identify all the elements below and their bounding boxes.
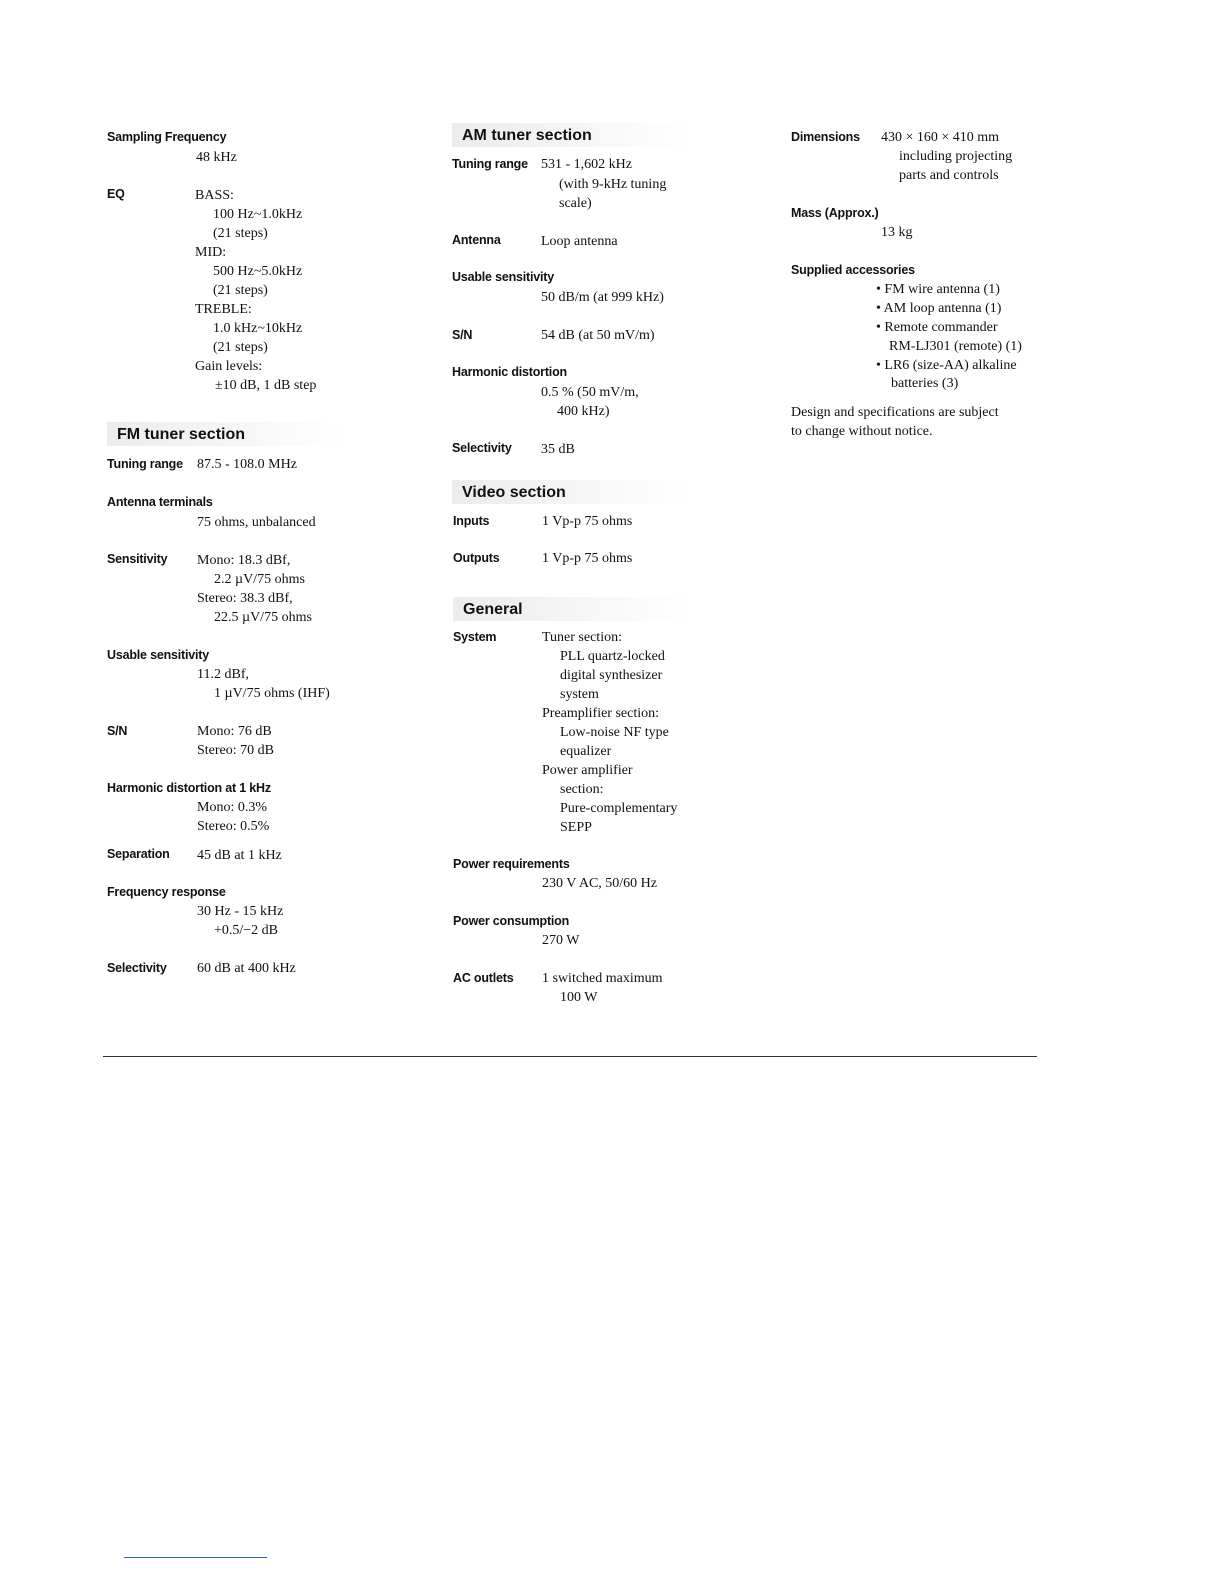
mass-value: 13 kg xyxy=(881,225,913,240)
ac-outlets-line: 1 switched maximum xyxy=(542,971,663,986)
video-inputs-value: 1 Vp-p 75 ohms xyxy=(542,514,633,529)
dimensions-label: Dimensions xyxy=(791,130,860,144)
dimensions-line: parts and controls xyxy=(899,168,999,183)
system-line: Power amplifier xyxy=(542,763,633,778)
notice-line: to change without notice. xyxy=(791,424,933,439)
eq-line: ±10 dB, 1 dB step xyxy=(215,378,317,393)
eq-label: EQ xyxy=(107,187,125,201)
sensitivity-line: Mono: 18.3 dBf, xyxy=(197,553,291,568)
sampling-frequency-value: 48 kHz xyxy=(196,150,237,165)
eq-line: 500 Hz~5.0kHz xyxy=(213,264,303,279)
accessory-item: • Remote commander xyxy=(876,320,998,335)
am-harmonic-line: 400 kHz) xyxy=(557,404,610,419)
am-tuner-section-heading: AM tuner section xyxy=(462,127,592,144)
accessory-item: RM-LJ301 (remote) (1) xyxy=(889,339,1022,354)
fm-sn-label: S/N xyxy=(107,724,128,738)
am-selectivity-value: 35 dB xyxy=(541,442,575,457)
fm-usable-sensitivity-line: 1 µV/75 ohms (IHF) xyxy=(214,686,330,701)
eq-line: 1.0 kHz~10kHz xyxy=(213,321,303,336)
eq-line: 100 Hz~1.0kHz xyxy=(213,207,303,222)
frequency-response-line: 30 Hz - 15 kHz xyxy=(197,904,284,919)
system-line: digital synthesizer xyxy=(560,668,663,683)
system-label: System xyxy=(453,630,497,644)
ac-outlets-label: AC outlets xyxy=(453,971,514,985)
system-line: equalizer xyxy=(560,744,612,759)
video-inputs-label: Inputs xyxy=(453,514,490,528)
fm-tuning-range-value: 87.5 - 108.0 MHz xyxy=(197,457,297,472)
fm-usable-sensitivity-label: Usable sensitivity xyxy=(107,648,210,662)
sensitivity-line: 22.5 µV/75 ohms xyxy=(214,610,312,625)
am-tuning-line: 531 - 1,602 kHz xyxy=(541,157,632,172)
system-line: section: xyxy=(560,782,604,797)
eq-line: MID: xyxy=(195,245,227,260)
fm-sn-line: Stereo: 70 dB xyxy=(197,743,274,758)
footnote-rule xyxy=(124,1557,267,1558)
separation-label: Separation xyxy=(107,847,170,861)
accessory-item: • AM loop antenna (1) xyxy=(876,301,1002,316)
system-line: Preamplifier section: xyxy=(542,706,660,721)
video-outputs-value: 1 Vp-p 75 ohms xyxy=(542,551,633,566)
mass-label: Mass (Approx.) xyxy=(791,206,879,220)
am-usable-sensitivity-value: 50 dB/m (at 999 kHz) xyxy=(541,290,664,305)
power-requirements-label: Power requirements xyxy=(453,857,570,871)
am-usable-sensitivity-label: Usable sensitivity xyxy=(452,270,555,284)
frequency-response-line: +0.5/−2 dB xyxy=(214,923,279,938)
fm-usable-sensitivity-line: 11.2 dBf, xyxy=(197,667,249,682)
system-line: Pure-complementary xyxy=(560,801,678,816)
separation-value: 45 dB at 1 kHz xyxy=(197,848,282,863)
fm-harmonic-line: Mono: 0.3% xyxy=(197,800,267,815)
frequency-response-label: Frequency response xyxy=(107,885,226,899)
fm-tuner-section-heading: FM tuner section xyxy=(117,426,246,443)
eq-line: Gain levels: xyxy=(195,359,263,374)
am-harmonic-distortion-label: Harmonic distortion xyxy=(452,365,567,379)
dimensions-line: including projecting xyxy=(899,149,1013,164)
am-antenna-value: Loop antenna xyxy=(541,234,618,249)
notice-line: Design and specifications are subject xyxy=(791,405,999,420)
system-line: Tuner section: xyxy=(542,630,622,645)
am-tuning-line: scale) xyxy=(559,196,592,211)
system-line: Low-noise NF type xyxy=(560,725,669,740)
accessory-item: • FM wire antenna (1) xyxy=(876,282,1000,297)
sensitivity-label: Sensitivity xyxy=(107,552,168,566)
eq-line: TREBLE: xyxy=(195,302,252,317)
horizontal-rule xyxy=(103,1056,1037,1057)
fm-selectivity-value: 60 dB at 400 kHz xyxy=(197,961,296,976)
am-harmonic-line: 0.5 % (50 mV/m, xyxy=(541,385,639,400)
antenna-terminals-label: Antenna terminals xyxy=(107,495,213,509)
supplied-accessories-label: Supplied accessories xyxy=(791,263,915,277)
fm-tuning-range-label: Tuning range xyxy=(107,457,183,471)
sensitivity-line: Stereo: 38.3 dBf, xyxy=(197,591,293,606)
ac-outlets-line: 100 W xyxy=(560,990,598,1005)
video-outputs-label: Outputs xyxy=(453,551,500,565)
antenna-terminals-value: 75 ohms, unbalanced xyxy=(197,515,316,530)
system-line: system xyxy=(560,687,599,702)
am-tuning-range-label: Tuning range xyxy=(452,157,528,171)
eq-line: (21 steps) xyxy=(213,226,268,241)
system-line: SEPP xyxy=(560,820,592,835)
accessory-item: • LR6 (size-AA) alkaline xyxy=(876,358,1017,373)
power-requirements-value: 230 V AC, 50/60 Hz xyxy=(542,876,657,891)
am-antenna-label: Antenna xyxy=(452,233,501,247)
general-section-heading: General xyxy=(463,601,523,618)
eq-line: (21 steps) xyxy=(213,283,268,298)
accessory-item: batteries (3) xyxy=(891,376,959,391)
video-section-heading: Video section xyxy=(462,484,566,501)
power-consumption-label: Power consumption xyxy=(453,914,570,928)
system-line: PLL quartz-locked xyxy=(560,649,665,664)
fm-sn-line: Mono: 76 dB xyxy=(197,724,272,739)
am-selectivity-label: Selectivity xyxy=(452,441,512,455)
eq-line: BASS: xyxy=(195,188,234,203)
fm-harmonic-distortion-label: Harmonic distortion at 1 kHz xyxy=(107,781,271,795)
power-consumption-value: 270 W xyxy=(542,933,580,948)
fm-selectivity-label: Selectivity xyxy=(107,961,167,975)
fm-harmonic-line: Stereo: 0.5% xyxy=(197,819,270,834)
eq-line: (21 steps) xyxy=(213,340,268,355)
sensitivity-line: 2.2 µV/75 ohms xyxy=(214,572,305,587)
am-tuning-line: (with 9-kHz tuning xyxy=(559,177,667,192)
am-sn-label: S/N xyxy=(452,328,473,342)
am-sn-value: 54 dB (at 50 mV/m) xyxy=(541,328,655,343)
dimensions-line: 430 × 160 × 410 mm xyxy=(881,130,1000,145)
sampling-frequency-label: Sampling Frequency xyxy=(107,130,227,144)
